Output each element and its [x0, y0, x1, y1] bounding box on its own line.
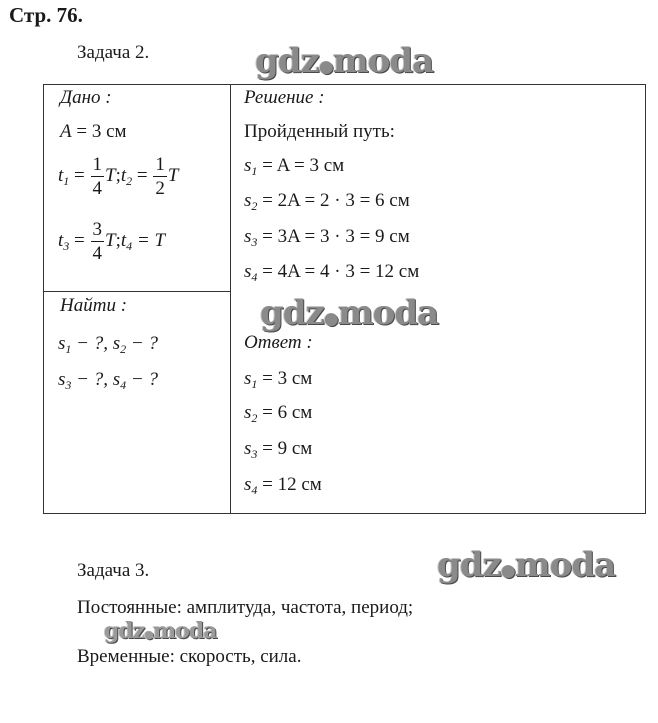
task2-title: Задача 2.	[77, 42, 150, 63]
watermark: gdz●moda	[260, 293, 439, 333]
given-header: Дано :	[60, 87, 112, 108]
task3-title: Задача 3.	[77, 560, 150, 581]
answer-line: $s_1 = 3$ см	[244, 368, 313, 391]
solution-path-label: Пройденный путь:	[244, 121, 395, 142]
fraction: $\frac{1}{4}$	[92, 154, 102, 199]
solution-line: $s_1 = A = 3$ см	[244, 155, 345, 178]
table-divider-horizontal	[43, 291, 231, 292]
fraction: $\frac{3}{4}$	[92, 219, 102, 264]
solution-line: $s_4 = 4A = 4 \cdot 3 = 12$ см	[244, 261, 420, 284]
answer-header: Ответ :	[244, 332, 313, 353]
fraction: $\frac{1}{2}$	[155, 154, 165, 199]
solution-header: Решение :	[244, 87, 325, 108]
solution-line: $s_2 = 2A = 2 \cdot 3 = 6$ см	[244, 190, 410, 213]
task3-constants: Постоянные: амплитуда, частота, период;	[77, 597, 414, 618]
watermark: gdz●moda	[255, 41, 434, 81]
watermark: gdz●moda	[437, 545, 616, 585]
answer-line: $s_4 = 12$ см	[244, 474, 322, 497]
solution-line: $s_3 = 3A = 3 \cdot 3 = 9$ см	[244, 226, 410, 249]
find-header: Найти :	[60, 295, 128, 316]
given-amplitude: A = 3 см	[60, 121, 127, 142]
watermark: gdz●moda	[104, 618, 217, 644]
task3-variables: Временные: скорость, сила.	[77, 646, 302, 667]
answer-line: $s_3 = 9$ см	[244, 438, 313, 461]
page-title: Стр. 76.	[9, 3, 83, 27]
find-row1: $s_1$ − ?, $s_2$ − ?	[58, 333, 158, 356]
answer-line: $s_2 = 6$ см	[244, 402, 313, 425]
given-times-row1: $t_1$ = $\frac{1}{4}$ $T;t_2$ = $\frac{1}{2}$ T	[58, 154, 179, 199]
given-times-row2: $t_3$ = $\frac{3}{4}$ $T;t_4 = T$	[58, 219, 166, 264]
find-row2: $s_3$ − ?, $s_4$ − ?	[58, 369, 158, 392]
table-divider-vertical	[230, 84, 231, 514]
